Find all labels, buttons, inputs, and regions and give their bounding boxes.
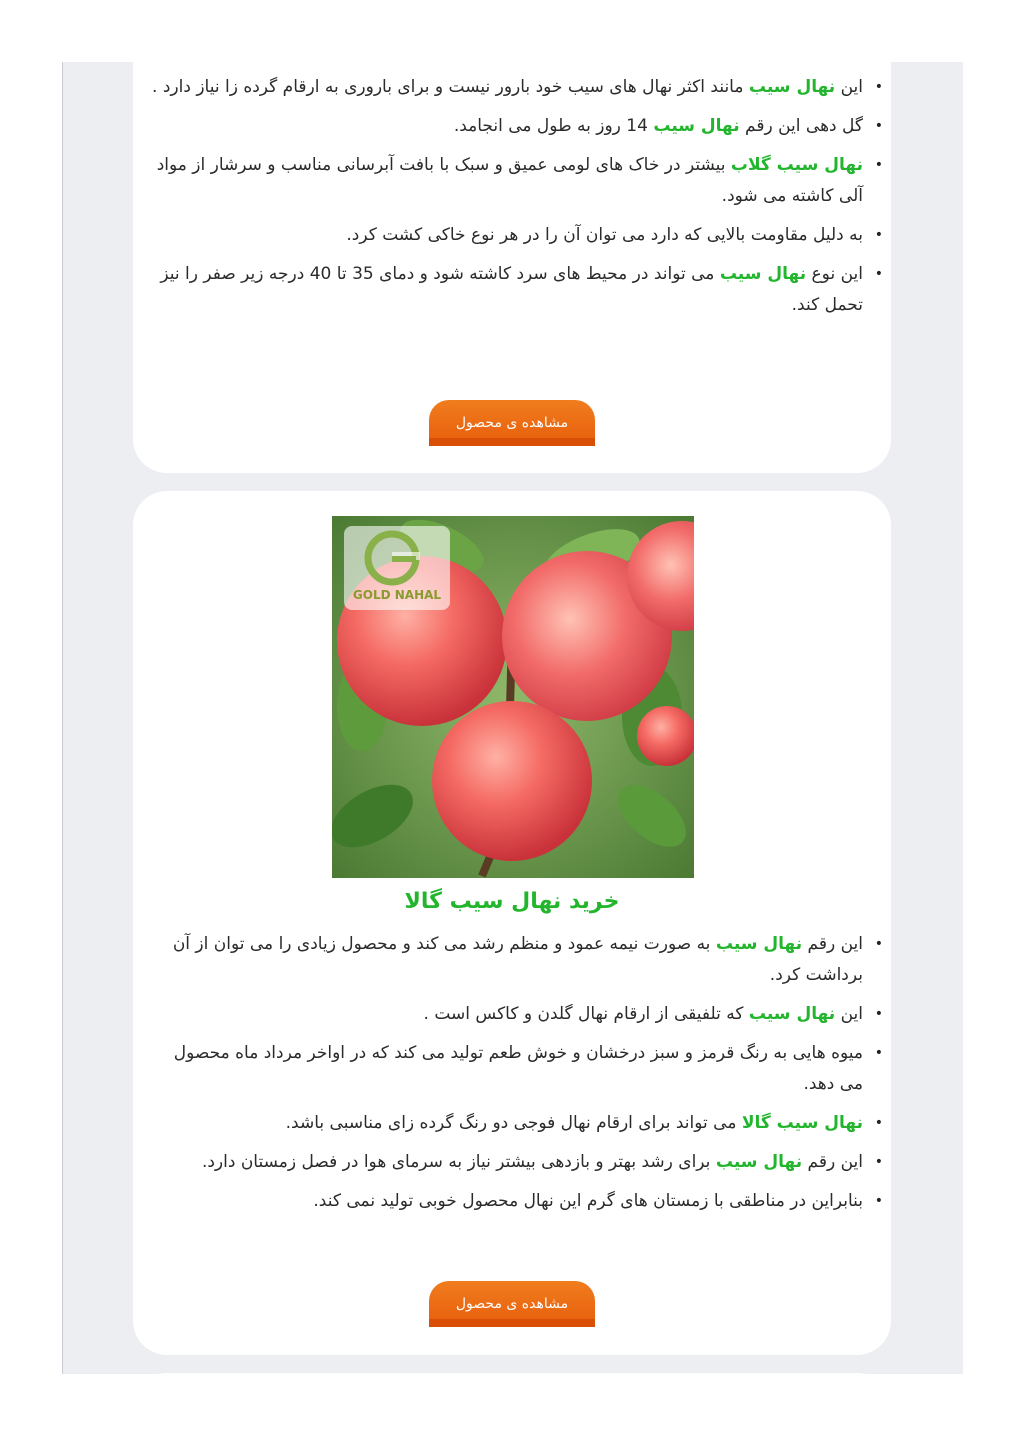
bullet-icon: • xyxy=(874,936,883,952)
list-item xyxy=(147,1108,883,1139)
bullet-icon: • xyxy=(874,118,883,134)
item-text: مانند اکثر نهال های سیب خود بارور نیست و برای باروری به ارقام گرده زا نیاز دارد . xyxy=(152,77,749,97)
list-item xyxy=(147,1186,883,1217)
item-text: بنابراین در مناطقی با زمستان های گرم این نهال محصول خوبی تولید نمی کند. xyxy=(313,1191,863,1211)
feature-list xyxy=(147,72,883,329)
product-title[interactable]: خرید نهال سیب گالا xyxy=(404,889,620,914)
product-card-golab xyxy=(133,22,891,473)
item-text: به صورت نیمه عمود و منظم رشد می کند و محصول زیادی را می توان از آن برداشت کرد. xyxy=(172,934,863,985)
item-text: بیشتر در خاک های لومی عمیق و سبک با بافت آبرسانی مناسب و سرشار از مواد آلی کاشته می شود. xyxy=(156,155,863,206)
list-item xyxy=(147,999,883,1030)
item-text: به دلیل مقاومت بالایی که دارد می توان آن را در هر نوع خاکی کشت کرد. xyxy=(346,225,863,245)
gala-apple-image xyxy=(332,516,694,878)
item-text: این رقم xyxy=(802,934,863,954)
item-text: میوه هایی به رنگ قرمز و سبز درخشان و خوش طعم تولید می کند که در اواخر مرداد ماه محصول می دهد. xyxy=(173,1043,863,1094)
product-card-gala xyxy=(133,491,891,1355)
item-text: گل دهی این رقم xyxy=(739,116,863,136)
product-link[interactable]: نهال سیب گلاب xyxy=(730,155,863,175)
list-item xyxy=(147,1147,883,1178)
product-link[interactable]: نهال سیب xyxy=(748,77,836,97)
list-item xyxy=(147,259,883,321)
page-background xyxy=(62,62,963,1374)
item-text: می تواند برای ارقام نهال فوجی دو رنگ گرده زای مناسبی باشد. xyxy=(285,1113,742,1133)
item-text: این نوع xyxy=(806,264,863,284)
bullet-icon: • xyxy=(874,157,883,173)
item-text: می تواند در محیط های سرد کاشته شود و دمای 35 تا 40 درجه زیر صفر را نیز تحمل کند. xyxy=(160,264,863,315)
item-text: این xyxy=(835,77,863,97)
bullet-icon: • xyxy=(874,1006,883,1022)
item-text: برای رشد بهتر و بازدهی بیشتر نیاز به سرمای هوا در فصل زمستان دارد. xyxy=(201,1152,716,1172)
view-product-button[interactable]: مشاهده ی محصول xyxy=(429,1281,595,1327)
list-item xyxy=(147,929,883,991)
bullet-icon: • xyxy=(874,266,883,282)
view-product-button[interactable]: مشاهده ی محصول xyxy=(429,400,595,446)
product-link[interactable]: نهال سیب xyxy=(715,1152,803,1172)
bullet-icon: • xyxy=(874,1045,883,1061)
item-text: این xyxy=(835,1004,863,1024)
product-card-next xyxy=(133,1373,891,1413)
feature-list xyxy=(147,929,883,1225)
bullet-icon: • xyxy=(874,227,883,243)
item-text: که تلفیقی از ارقام نهال گلدن و کاکس است . xyxy=(423,1004,749,1024)
list-item xyxy=(147,72,883,103)
list-item xyxy=(147,220,883,251)
list-item xyxy=(147,150,883,212)
list-item xyxy=(147,1038,883,1100)
item-text: این رقم xyxy=(802,1152,863,1172)
bullet-icon: • xyxy=(874,79,883,95)
logo-text: GOLD NAHAL xyxy=(352,588,442,602)
bullet-icon: • xyxy=(874,1154,883,1170)
bullet-icon: • xyxy=(874,1115,883,1131)
bullet-icon: • xyxy=(874,1193,883,1209)
item-text: 14 روز به طول می انجامد. xyxy=(453,116,654,136)
product-link[interactable]: نهال سیب xyxy=(653,116,740,136)
product-link[interactable]: نهال سیب xyxy=(715,934,803,954)
list-item xyxy=(147,111,883,142)
product-link[interactable]: نهال سیب xyxy=(748,1004,836,1024)
product-link[interactable]: نهال سیب xyxy=(719,264,807,284)
product-link[interactable]: نهال سیب گالا xyxy=(741,1113,863,1133)
